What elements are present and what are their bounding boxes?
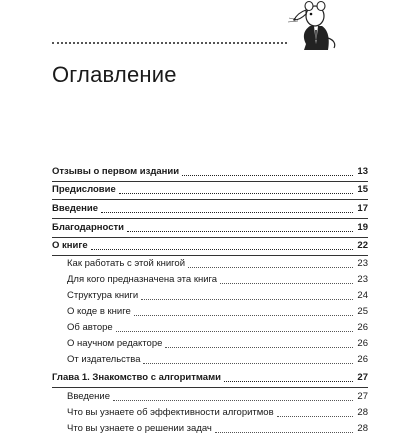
toc-leader-dots <box>182 175 353 176</box>
toc-chapter-entry[interactable] <box>52 182 368 198</box>
toc-chapter-entry[interactable] <box>52 370 368 386</box>
toc-entry-title: О коде в книге <box>67 306 131 317</box>
toc-page-number: 27 <box>357 391 368 402</box>
toc-separator <box>52 255 368 256</box>
toc-chapter-entry[interactable] <box>52 164 368 180</box>
toc-section-entry[interactable] <box>52 288 368 304</box>
toc-page-number: 15 <box>357 184 368 195</box>
toc-chapter-entry[interactable] <box>52 201 368 217</box>
toc-page-number: 28 <box>357 423 368 434</box>
toc-leader-dots <box>188 267 353 268</box>
toc-page-number: 24 <box>357 290 368 301</box>
toc-entry-title: Введение <box>67 391 111 402</box>
toc-leader-dots <box>215 432 354 433</box>
toc-page-number: 17 <box>357 203 368 214</box>
toc-entry-title: Для кого предназначена эта книга <box>67 274 218 285</box>
toc-entry-title: Что вы узнаете о решении задач <box>67 423 212 434</box>
toc-section-entry[interactable] <box>52 352 368 368</box>
toc-entry-title: Благодарности <box>52 222 124 233</box>
toc-page-number: 26 <box>357 322 368 333</box>
toc-leader-dots <box>101 212 353 213</box>
toc-page-number: 23 <box>357 274 368 285</box>
toc-page-number: 23 <box>357 258 368 269</box>
toc-page-number: 28 <box>357 407 368 418</box>
toc-entry-title: Предисловие <box>52 184 116 195</box>
toc-entry-title: О книге <box>52 240 88 251</box>
toc-entry-title: Как работать с этой книгой <box>67 258 186 269</box>
toc-leader-dots <box>224 381 353 382</box>
toc-section-entry[interactable] <box>52 304 368 320</box>
toc-page-number: 26 <box>357 338 368 349</box>
toc-page-number: 27 <box>357 372 368 383</box>
toc-separator <box>52 387 368 388</box>
toc-section-entry[interactable] <box>52 421 368 437</box>
rat-mascot-illustration <box>284 0 344 50</box>
toc-leader-dots <box>113 400 353 401</box>
toc-separator <box>52 181 368 182</box>
toc-leader-dots <box>134 315 354 316</box>
toc-entry-title: Об авторе <box>67 322 113 333</box>
toc-entry-title: Отзывы о первом издании <box>52 166 180 177</box>
toc-section-entry[interactable] <box>52 256 368 272</box>
toc-entry-title: Глава 1. Знакомство с алгоритмами <box>52 372 221 383</box>
toc-separator <box>52 218 368 219</box>
toc-leader-dots <box>141 299 353 300</box>
toc-leader-dots <box>220 283 353 284</box>
header-dotted-rule <box>52 42 287 44</box>
toc-section-entry[interactable] <box>52 272 368 288</box>
toc-leader-dots <box>165 347 353 348</box>
toc-separator <box>52 199 368 200</box>
toc-entry-title: Что вы узнаете об эффективности алгоритмов <box>67 407 274 418</box>
toc-page-number: 19 <box>357 222 368 233</box>
toc-section-entry[interactable] <box>52 336 368 352</box>
toc-page-number: 22 <box>357 240 368 251</box>
toc-page-number: 13 <box>357 166 368 177</box>
toc-page-number: 25 <box>357 306 368 317</box>
toc-entry-title: О научном редакторе <box>67 338 163 349</box>
toc-entry-title: Введение <box>52 203 99 214</box>
toc-separator <box>52 237 368 238</box>
toc-leader-dots <box>143 363 353 364</box>
toc-leader-dots <box>116 331 354 332</box>
toc-entry-title: Структура книги <box>67 290 139 301</box>
page-title: Оглавление <box>52 62 177 87</box>
toc-section-entry[interactable] <box>52 320 368 336</box>
toc-chapter-entry[interactable] <box>52 238 368 254</box>
toc-leader-dots <box>119 193 354 194</box>
toc-section-entry[interactable] <box>52 389 368 405</box>
toc-leader-dots <box>127 231 353 232</box>
toc-chapter-entry[interactable] <box>52 220 368 236</box>
toc-section-entry[interactable] <box>52 405 368 421</box>
toc-leader-dots <box>91 249 354 250</box>
toc-page-number: 26 <box>357 354 368 365</box>
toc-entry-title: От издательства <box>67 354 141 365</box>
toc-leader-dots <box>277 416 354 417</box>
